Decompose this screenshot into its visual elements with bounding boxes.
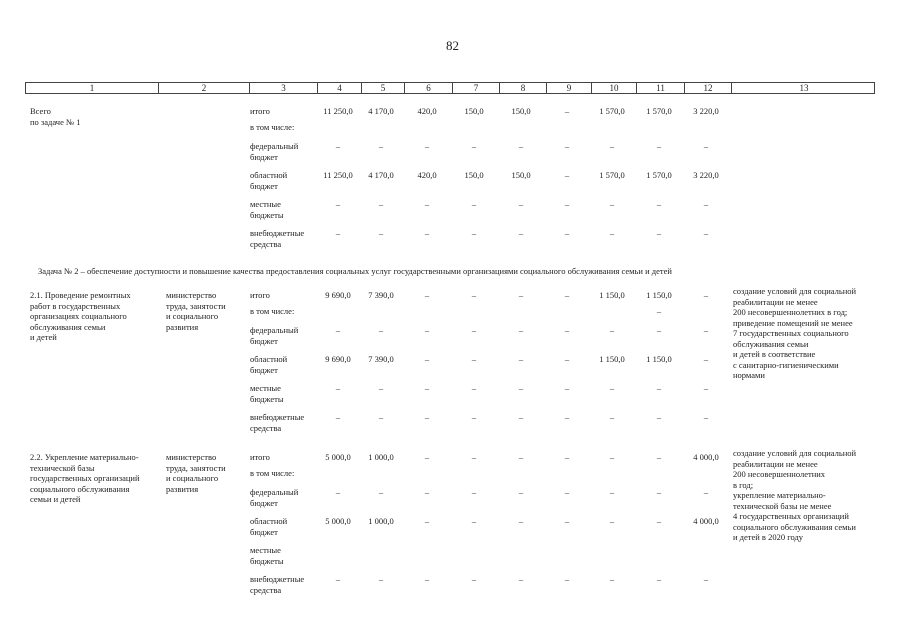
item21-cell: – — [378, 325, 384, 335]
item22-cell: – — [609, 452, 615, 462]
item21-row-label: в том числе: — [250, 306, 295, 316]
item22-row-label: в том числе: — [250, 468, 295, 478]
item21-cell: 1 150,0 — [599, 354, 625, 364]
header-col-7: 7 — [452, 83, 499, 93]
item21-cell: – — [518, 290, 524, 300]
item22-cell: – — [656, 487, 662, 497]
item22-cell: – — [518, 487, 524, 497]
total-cell: – — [335, 199, 341, 209]
total-cell: – — [564, 170, 570, 180]
item21-result-line: и детей в соответствие — [733, 349, 816, 359]
header-col-9: 9 — [546, 83, 591, 93]
total-cell: – — [424, 199, 430, 209]
item22-result-line: 200 несовершеннолетних — [733, 469, 826, 479]
item21-cell: – — [564, 354, 570, 364]
item22-cell: 1 000,0 — [368, 452, 394, 462]
item22-cell: – — [609, 574, 615, 584]
item21-row-label: федеральный — [250, 325, 299, 335]
item21-result-line: приведение помещений не менее — [733, 317, 853, 328]
item22-cell: – — [424, 574, 430, 584]
item21-cell: – — [335, 383, 341, 393]
total-cell: – — [564, 228, 570, 238]
item21-cell: – — [656, 325, 662, 335]
header-col-3: 3 — [249, 83, 317, 93]
item21-name-line: и детей — [30, 332, 57, 342]
total-cell: – — [378, 141, 384, 151]
header-col-2: 2 — [158, 83, 249, 93]
item21-cell: – — [518, 412, 524, 422]
item21-cell: – — [424, 354, 430, 364]
item21-cell: 7 390,0 — [368, 290, 394, 300]
item22-cell: – — [609, 487, 615, 497]
item22-name-line: 2.2. Укрепление материально- — [30, 452, 139, 462]
item21-result-line: 200 несовершеннолетних в год; — [733, 307, 848, 317]
item21-cell: – — [518, 354, 524, 364]
item21-name-line: обслуживания семьи — [30, 321, 106, 332]
item22-result-line: технической базы не менее — [733, 500, 832, 511]
item21-cell: – — [424, 383, 430, 393]
total-cell: 1 570,0 — [599, 106, 625, 116]
total-row-label: итого — [250, 106, 270, 116]
total-row-label: федеральный — [250, 141, 299, 151]
total-cell: – — [518, 199, 524, 209]
item22-cell: – — [656, 516, 662, 526]
item21-cell: 7 390,0 — [368, 354, 394, 364]
total-cell: – — [471, 141, 477, 151]
total-cell: – — [471, 228, 477, 238]
total-cell: 150,0 — [511, 106, 531, 116]
header-col-13: 13 — [731, 83, 876, 93]
total-row-label: внебюджетные — [250, 228, 305, 238]
item21-cell: – — [703, 290, 709, 300]
item21-executor-line: министерство — [166, 290, 217, 300]
total-row-label: бюджет — [250, 151, 278, 162]
item21-result-line: создание условий для социальной — [733, 286, 857, 296]
item22-result-line: в год; — [733, 479, 754, 490]
item21-row-label: местные — [250, 383, 281, 393]
total-cell: 150,0 — [464, 170, 484, 180]
total-row-label: бюджеты — [250, 209, 284, 220]
total-cell: 150,0 — [464, 106, 484, 116]
item22-row-label: бюджеты — [250, 555, 284, 566]
item22-row-label: бюджет — [250, 526, 278, 537]
item21-cell: 9 690,0 — [325, 290, 351, 300]
item21-executor-line: и социального — [166, 311, 219, 321]
item22-row-label: внебюджетные — [250, 574, 305, 584]
item22-result-line: и детей в 2020 году — [733, 532, 804, 542]
total-cell: 1 570,0 — [646, 170, 672, 180]
item22-cell: – — [564, 487, 570, 497]
total-row-label: бюджет — [250, 180, 278, 191]
item21-result-line: реабилитации не менее — [733, 296, 818, 307]
header-col-12: 12 — [684, 83, 731, 93]
total-name-line: Всего — [30, 106, 51, 116]
item22-cell: 5 000,0 — [325, 452, 351, 462]
item22-cell: – — [518, 452, 524, 462]
item21-cell: – — [609, 412, 615, 422]
total-cell: – — [656, 228, 662, 238]
item21-row-label: бюджет — [250, 335, 278, 346]
item21-cell: – — [609, 383, 615, 393]
total-cell: 1 570,0 — [646, 106, 672, 116]
item21-result-line: с санитарно-гигиеническими — [733, 359, 839, 370]
item22-cell: – — [471, 516, 477, 526]
total-cell: – — [335, 141, 341, 151]
item22-cell: – — [471, 574, 477, 584]
item21-cell: – — [609, 325, 615, 335]
total-cell: – — [564, 199, 570, 209]
total-cell: – — [424, 228, 430, 238]
total-row-label: местные — [250, 199, 281, 209]
item21-cell: – — [424, 325, 430, 335]
item21-cell: 1 150,0 — [646, 290, 672, 300]
item22-cell: – — [564, 452, 570, 462]
header-col-10: 10 — [591, 83, 636, 93]
total-cell: – — [335, 228, 341, 238]
total-cell: 3 220,0 — [693, 106, 719, 116]
item22-name-line: социального обслуживания — [30, 483, 130, 494]
item22-cell: – — [378, 574, 384, 584]
total-cell: – — [609, 141, 615, 151]
item22-result-line: 4 государственных организаций — [733, 511, 849, 521]
item21-cell: – — [703, 383, 709, 393]
item21-cell: – — [703, 412, 709, 422]
item21-row-label: бюджет — [250, 364, 278, 375]
total-cell: – — [471, 199, 477, 209]
total-cell: 4 170,0 — [368, 170, 394, 180]
item21-cell: – — [471, 354, 477, 364]
item21-row-label: бюджеты — [250, 393, 284, 404]
item22-cell: – — [564, 516, 570, 526]
item21-cell: – — [471, 290, 477, 300]
section-title: Задача № 2 – обеспечение доступности и повышение качества предоставления социальных услуг государственными организациями социального обслуживания семьи и детей — [38, 266, 672, 276]
total-cell: – — [703, 141, 709, 151]
item22-cell: 4 000,0 — [693, 452, 719, 462]
item21-cell: – — [703, 325, 709, 335]
total-cell: – — [656, 199, 662, 209]
item22-executor-line: и социального — [166, 473, 219, 483]
total-cell: – — [703, 199, 709, 209]
item22-cell: – — [703, 487, 709, 497]
item22-cell: – — [471, 487, 477, 497]
item22-row-label: областной — [250, 516, 288, 526]
item21-cell: – — [656, 412, 662, 422]
item21-row-label: внебюджетные — [250, 412, 305, 422]
item22-cell: – — [471, 452, 477, 462]
item21-result-line: обслуживания семьи — [733, 338, 809, 349]
item22-cell: – — [518, 516, 524, 526]
header-col-6: 6 — [404, 83, 452, 93]
item22-row-label: федеральный — [250, 487, 299, 497]
item22-result-line: создание условий для социальной — [733, 448, 857, 458]
item22-executor-line: министерство — [166, 452, 217, 462]
item22-cell: – — [378, 487, 384, 497]
item22-cell: 1 000,0 — [368, 516, 394, 526]
item22-executor-line: развития — [166, 483, 199, 494]
item22-cell: – — [609, 516, 615, 526]
item21-name-line: 2.1. Проведение ремонтных — [30, 290, 131, 300]
item22-result-line: социального обслуживания семьи — [733, 521, 856, 532]
item22-executor-line: труда, занятости — [166, 462, 226, 473]
item22-row-label: итого — [250, 452, 270, 462]
item22-result-line: укрепление материально- — [733, 490, 826, 500]
item22-row-label: местные — [250, 545, 281, 555]
item21-cell: – — [656, 306, 662, 316]
item21-cell: – — [471, 383, 477, 393]
item22-name-line: семьи и детей — [30, 494, 81, 504]
total-row-label: средства — [250, 238, 282, 249]
item22-cell: – — [703, 574, 709, 584]
total-cell: 1 570,0 — [599, 170, 625, 180]
item21-name-line: работ в государственных — [30, 300, 121, 311]
total-cell: – — [424, 141, 430, 151]
item21-cell: – — [424, 290, 430, 300]
header-col-8: 8 — [499, 83, 546, 93]
header-col-1: 1 — [89, 83, 95, 93]
item22-cell: – — [335, 487, 341, 497]
item21-cell: – — [564, 325, 570, 335]
item21-cell: – — [564, 412, 570, 422]
total-cell: – — [609, 199, 615, 209]
total-cell: 150,0 — [511, 170, 531, 180]
table-header — [25, 82, 875, 94]
item22-cell: 4 000,0 — [693, 516, 719, 526]
item21-cell: – — [518, 325, 524, 335]
item21-result-line: 7 государственных социального — [733, 328, 849, 338]
item22-name-line: государственных организаций — [30, 473, 140, 483]
total-row-label: в том числе: — [250, 122, 295, 132]
total-cell: – — [518, 228, 524, 238]
item21-row-label: средства — [250, 422, 282, 433]
item21-cell: – — [335, 412, 341, 422]
item21-cell: – — [564, 383, 570, 393]
item21-row-label: областной — [250, 354, 288, 364]
item21-cell: – — [703, 354, 709, 364]
item22-cell: – — [564, 574, 570, 584]
item22-cell: – — [656, 452, 662, 462]
total-cell: – — [656, 141, 662, 151]
item21-name-line: организациях социального — [30, 311, 127, 321]
item22-cell: – — [335, 574, 341, 584]
item22-row-label: средства — [250, 584, 282, 595]
item21-cell: – — [378, 383, 384, 393]
total-name-line: по задаче № 1 — [30, 116, 81, 127]
total-cell: 11 250,0 — [323, 106, 353, 116]
total-cell: 3 220,0 — [693, 170, 719, 180]
total-cell: – — [609, 228, 615, 238]
item22-result-line: реабилитации не менее — [733, 458, 818, 469]
item21-cell: – — [471, 412, 477, 422]
item22-cell: – — [424, 516, 430, 526]
item21-cell: 1 150,0 — [599, 290, 625, 300]
item21-cell: 9 690,0 — [325, 354, 351, 364]
item21-cell: – — [518, 383, 524, 393]
item21-cell: – — [378, 412, 384, 422]
item22-cell: – — [424, 487, 430, 497]
total-cell: 420,0 — [417, 170, 437, 180]
item21-cell: – — [471, 325, 477, 335]
total-cell: – — [564, 106, 570, 116]
item22-name-line: технической базы — [30, 462, 95, 473]
total-cell: 11 250,0 — [323, 170, 353, 180]
page-number: 82 — [446, 38, 459, 53]
item22-cell: – — [518, 574, 524, 584]
header-col-4: 4 — [317, 83, 361, 93]
item22-cell: – — [656, 574, 662, 584]
item21-cell: – — [335, 325, 341, 335]
total-cell: – — [703, 228, 709, 238]
item21-cell: – — [656, 383, 662, 393]
item21-row-label: итого — [250, 290, 270, 300]
item21-result-line: нормами — [733, 370, 765, 380]
item22-cell: – — [424, 452, 430, 462]
total-cell: – — [518, 141, 524, 151]
header-col-5: 5 — [361, 83, 404, 93]
header-col-11: 11 — [636, 83, 684, 93]
item21-executor-line: развития — [166, 321, 199, 332]
total-cell: 4 170,0 — [368, 106, 394, 116]
item21-executor-line: труда, занятости — [166, 300, 226, 311]
total-cell: – — [378, 228, 384, 238]
item21-cell: – — [564, 290, 570, 300]
total-cell: – — [378, 199, 384, 209]
item21-cell: 1 150,0 — [646, 354, 672, 364]
total-row-label: областной — [250, 170, 288, 180]
item22-cell: 5 000,0 — [325, 516, 351, 526]
item22-row-label: бюджет — [250, 497, 278, 508]
total-cell: – — [564, 141, 570, 151]
total-cell: 420,0 — [417, 106, 437, 116]
item21-cell: – — [424, 412, 430, 422]
